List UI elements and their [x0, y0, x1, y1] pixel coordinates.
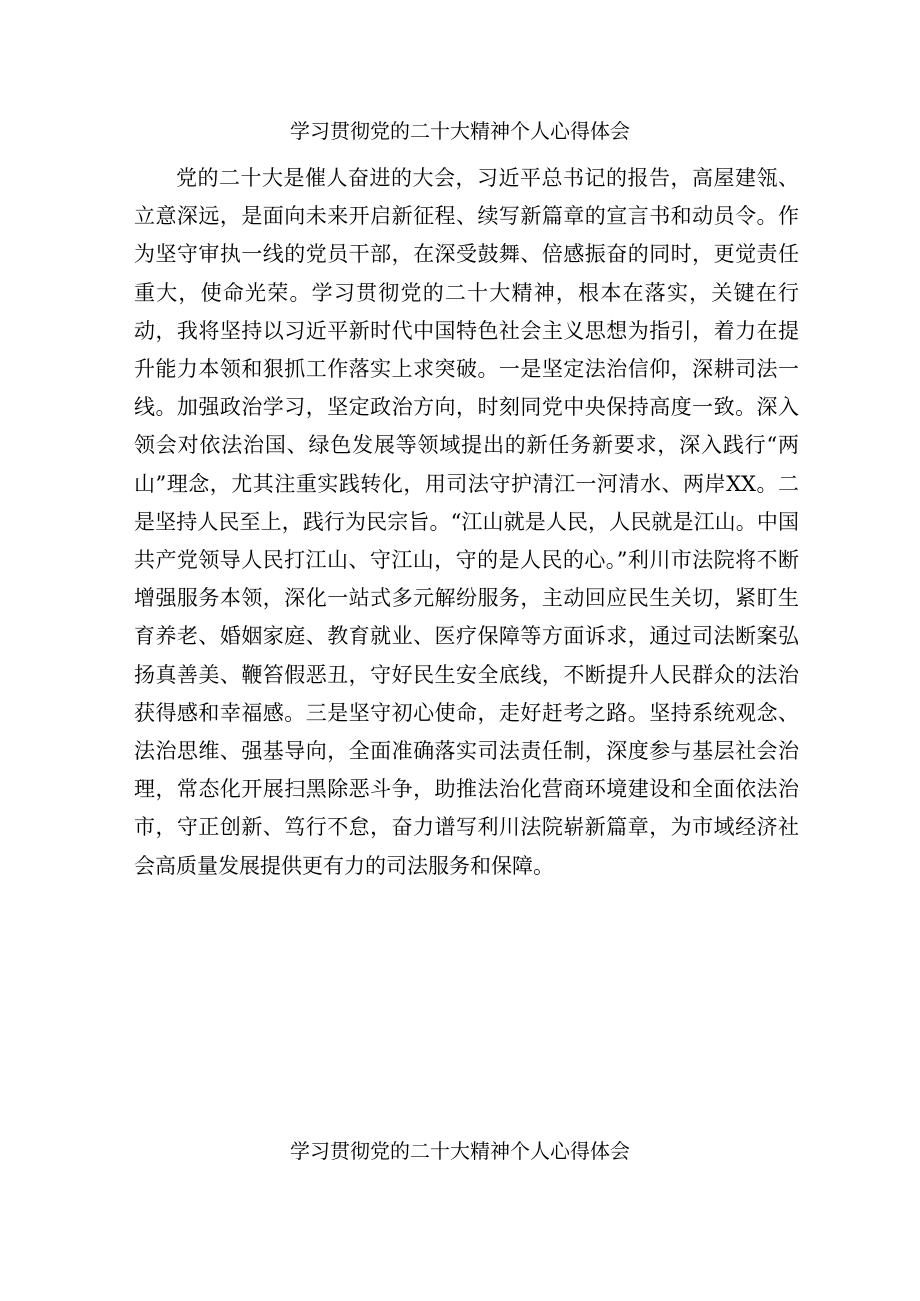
document-title: 学习贯彻党的二十大精神个人心得体会 [290, 119, 630, 143]
next-document-title: 学习贯彻党的二十大精神个人心得体会 [290, 1139, 630, 1163]
body-paragraph: 党的二十大是催人奋进的大会，习近平总书记的报告，高屋建瓴、立意深远，是面向未来开启新征程、续写新篇章的宣言书和动员令。作为坚守审执一线的党员干部，在深受鼓舞、倍感振奋的同时，更觉责任重大，使命光荣。学习贯彻党的二十大精神，根本在落实，关键在行动，我将坚持以习近平新时代中国特色社会主义思想为指引，着力在提升能力本领和狠抓工作落实上求突破。一是坚定法治信仰，深耕司法一线。加强政治学习，坚定政治方向，时刻同党中央保持高度一致。深入领会对依法治国、绿色发展等领域提出的新任务新要求，深入践行“两山”理念，尤其注重实践转化，用司法守护清江一河清水、两岸XX。二是坚持人民至上，践行为民宗旨。“江山就是人民，人民就是江山。中国共产党领导人民打江山、守江山，守的是人民的心。”利川市法院将不断增强服务本领，深化一站式多元解纷服务，主动回应民生关切，紧盯生育养老、婚姻家庭、教育就业、医疗保障等方面诉求，通过司法断案弘扬真善美、鞭笞假恶丑，守好民生安全底线，不断提升人民群众的法治获得感和幸福感。三是坚守初心使命，走好赶考之路。坚持系统观念、法治思维、强基导向，全面准确落实司法责任制，深度参与基层社会治理，常态化开展扫黑除恶斗争，助推法治化营商环境建设和全面依法治市，守正创新、笃行不怠，奋力谱写利川法院崭新篇章，为市域经济社会高质量发展提供更有力的司法服务和保障。 [134, 166, 799, 878]
